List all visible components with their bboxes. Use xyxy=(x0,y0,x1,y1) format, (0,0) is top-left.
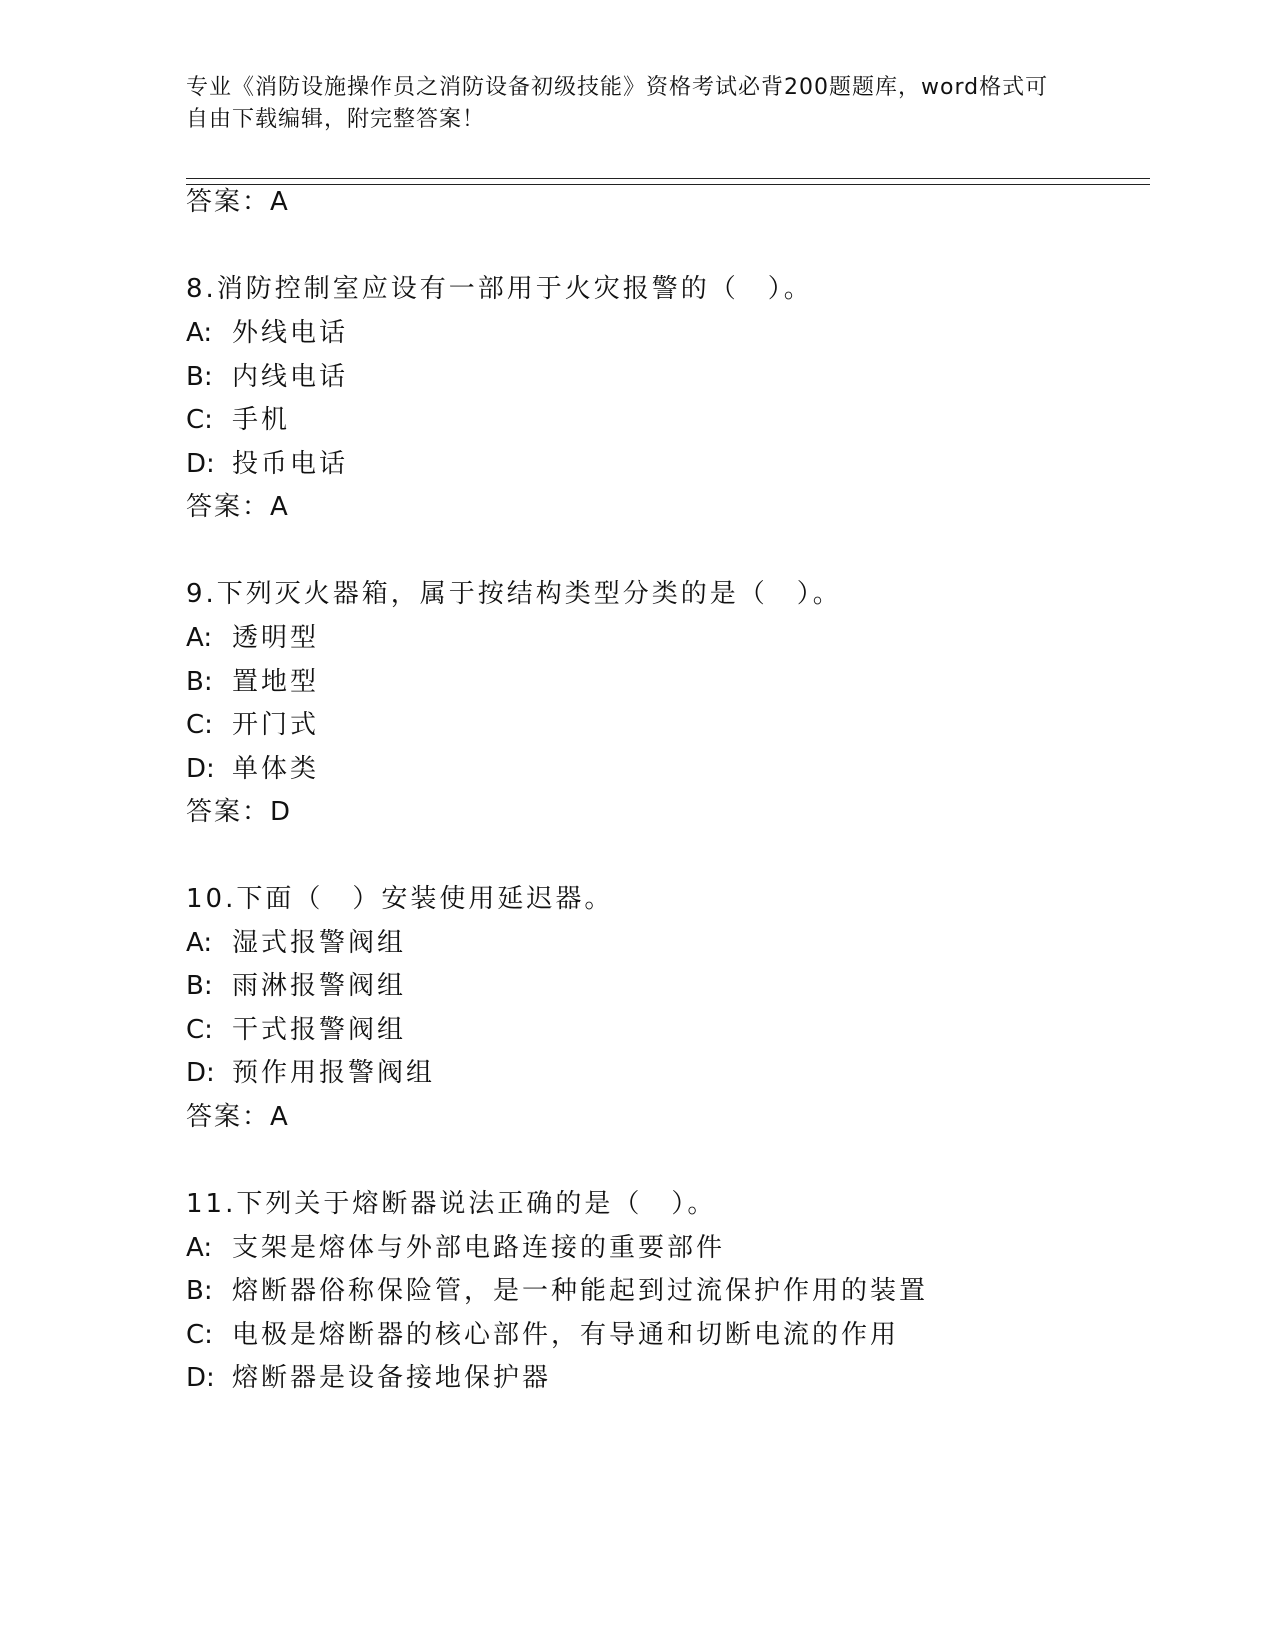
question-8-option-c: C: 手机 xyxy=(186,405,291,435)
question-8-stem: 8.消防控制室应设有一部用于火灾报警的（ ）。 xyxy=(186,274,813,304)
question-10-option-a: A: 湿式报警阀组 xyxy=(186,928,407,958)
question-9-option-b: B: 置地型 xyxy=(186,667,320,697)
question-8-option-a: A: 外线电话 xyxy=(186,318,349,348)
question-11-option-c: C: 电极是熔断器的核心部件，有导通和切断电流的作用 xyxy=(186,1320,900,1350)
question-9-option-c: C: 开门式 xyxy=(186,710,320,740)
question-9-answer: 答案：D xyxy=(186,797,293,827)
question-9-stem: 9.下列灭火器箱，属于按结构类型分类的是（ ）。 xyxy=(186,579,842,609)
question-9-option-d: D: 单体类 xyxy=(186,754,320,784)
question-10-option-c: C: 干式报警阀组 xyxy=(186,1015,407,1045)
question-11-option-a: A: 支架是熔体与外部电路连接的重要部件 xyxy=(186,1233,726,1263)
question-8-answer: 答案：A xyxy=(186,492,290,522)
header-rule-bottom xyxy=(186,184,1150,185)
question-10-option-d: D: 预作用报警阀组 xyxy=(186,1058,436,1088)
header-text: 专业《消防设施操作员之消防设备初级技能》资格考试必背200题题库，word格式可自由下载编辑，附完整答案！ xyxy=(186,75,1049,132)
question-11-option-d: D: 熔断器是设备接地保护器 xyxy=(186,1363,552,1393)
question-9-option-a: A: 透明型 xyxy=(186,623,320,653)
question-8-option-d: D: 投币电话 xyxy=(186,449,349,479)
previous-answer: 答案：A xyxy=(186,187,290,217)
header-rule-top xyxy=(186,178,1150,179)
question-11-option-b: B: 熔断器俗称保险管，是一种能起到过流保护作用的装置 xyxy=(186,1276,929,1306)
question-10-answer: 答案：A xyxy=(186,1102,290,1132)
question-10-option-b: B: 雨淋报警阀组 xyxy=(186,971,407,1001)
question-10-stem: 10.下面（ ）安装使用延迟器。 xyxy=(186,884,614,914)
document-header xyxy=(186,72,1066,136)
question-8-option-b: B: 内线电话 xyxy=(186,362,349,392)
question-11-stem: 11.下列关于熔断器说法正确的是（ ）。 xyxy=(186,1189,717,1219)
